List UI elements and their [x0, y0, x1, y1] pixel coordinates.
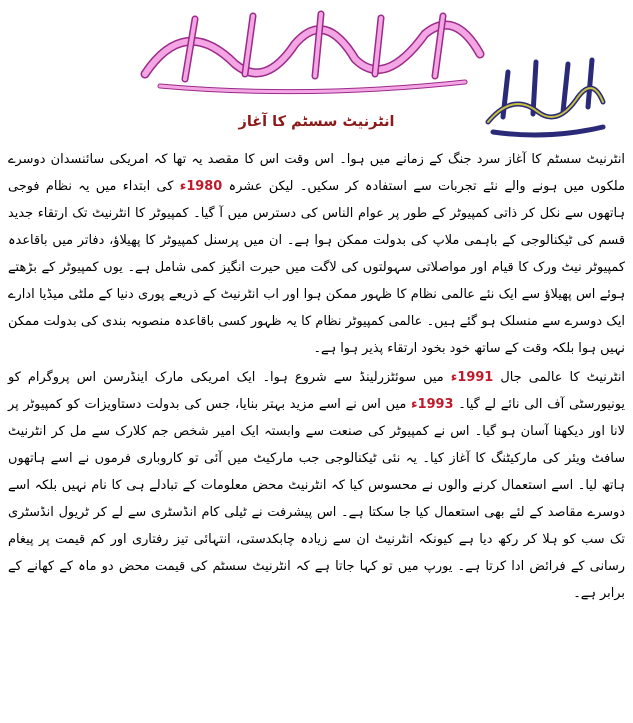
article-title: انٹرنیٹ سسٹم کا آغاز: [238, 114, 395, 130]
paragraph-2-text-c: میں اس نے اسے مزید بہتر بنایا، جس کی بدولت دستاویزات کو کمپیوٹر پر لانا اور دیکھنا آسان ہو گیا۔ اس نے کمپیوٹر کی صنعت سے وابستہ ایک امیر شخص جم کلارک سے مل کر انٹرنیٹ سافٹ ویئر کی مارکیٹنگ کا آغاز کیا۔ یہ نئی ٹیکنالوجی جب مارکیٹ میں آئی تو کاروباری فرموں نے اسے ہاتھوں ہاتھ لیا۔ اسے استعمال کرنے والوں نے محسوس کیا کہ انٹرنیٹ محض معلومات کے تبادلے ہی کا نام نہیں بلکہ اسے دوسرے مقاصد کے لئے بھی استعمال کیا جا سکتا ہے۔ اس پیشرفت نے ٹیلی کام انڈسٹری سے لے کر ٹریول انڈسٹری تک سب کو ہلا کر رکھ دیا ہے کیونکہ انٹرنیٹ ان سے زیادہ چابکدستی، انتہائی تیز رفتاری اور کم قیمت پر پیغام رسانی کے فرائض ادا کرتا ہے۔ یورپ میں تو کہا جاتا ہے کہ انٹرنیٹ سسٹم کی قیمت محض دو ماہ کے کھانے کے برابر ہے۔: [8, 397, 625, 601]
basmala-calligraphy: [125, 4, 495, 96]
year-1991: 1991ء: [450, 370, 494, 385]
article-body: [8, 146, 625, 607]
paragraph-1-text-b: کی ابتداء میں یہ نظام فوجی ہاتھوں سے نکل کر ذاتی کمپیوٹر کے طور پر عوام الناس کی دسترس میں آ گیا۔ کمپیوٹر کا انٹرنیٹ تک ارتقاء جدید قسم کی ٹیکنالوجی کے باہمی ملاپ کی بدولت ممکن ہوا ہے۔ ان میں پرسنل کمپیوٹر کا پھیلاؤ، دفاتر میں باقاعدہ کمپیوٹر نیٹ ورک کا قیام اور مواصلاتی سہولتوں کی لاگت میں حیرت انگیز کمی شامل ہے۔ یوں کمپیوٹر کے بڑھتے ہوئے اس پھیلاؤ سے ایک نئے عالمی نظام کا ظہور ممکن ہوا اور اب انٹرنیٹ کے ذریعے پوری دنیا کے ملٹی میڈیا ادارے ایک دوسرے سے منسلک ہو گئے ہیں۔ عالمی کمپیوٹر نظام کا یہ ظہور کسی باقاعدہ منصوبہ بندی کی بدولت ممکن نہیں ہوا بلکہ وقت کے ساتھ خود بخود ارتقاء پذیر ہوا ہے۔: [8, 179, 625, 356]
paragraph-2-text-a: انٹرنیٹ کا عالمی جال: [500, 370, 625, 385]
paragraph-1-text-a: انٹرنیٹ سسٹم کا آغاز سرد جنگ کے زمانے میں ہوا۔ اس وقت اس کا مقصد یہ تھا کہ امریکی سائنسدان دوسرے ملکوں میں ہونے والے نئے تجربات سے استفادہ کر سکیں۔ لیکن عشرہ: [8, 152, 625, 194]
paragraph-2: [8, 364, 625, 607]
year-1993: 1993ء: [411, 397, 454, 412]
paragraph-2-text-b: میں سوئٹزرلینڈ سے شروع ہوا۔ ایک امریکی مارک اینڈرسن اس پروگرام کو یونیورسٹی آف الی نائے لے گیا۔: [8, 370, 625, 412]
basmala-strokes: [145, 14, 480, 92]
year-1980: 1980ء: [179, 179, 223, 194]
paragraph-1: [8, 146, 625, 362]
